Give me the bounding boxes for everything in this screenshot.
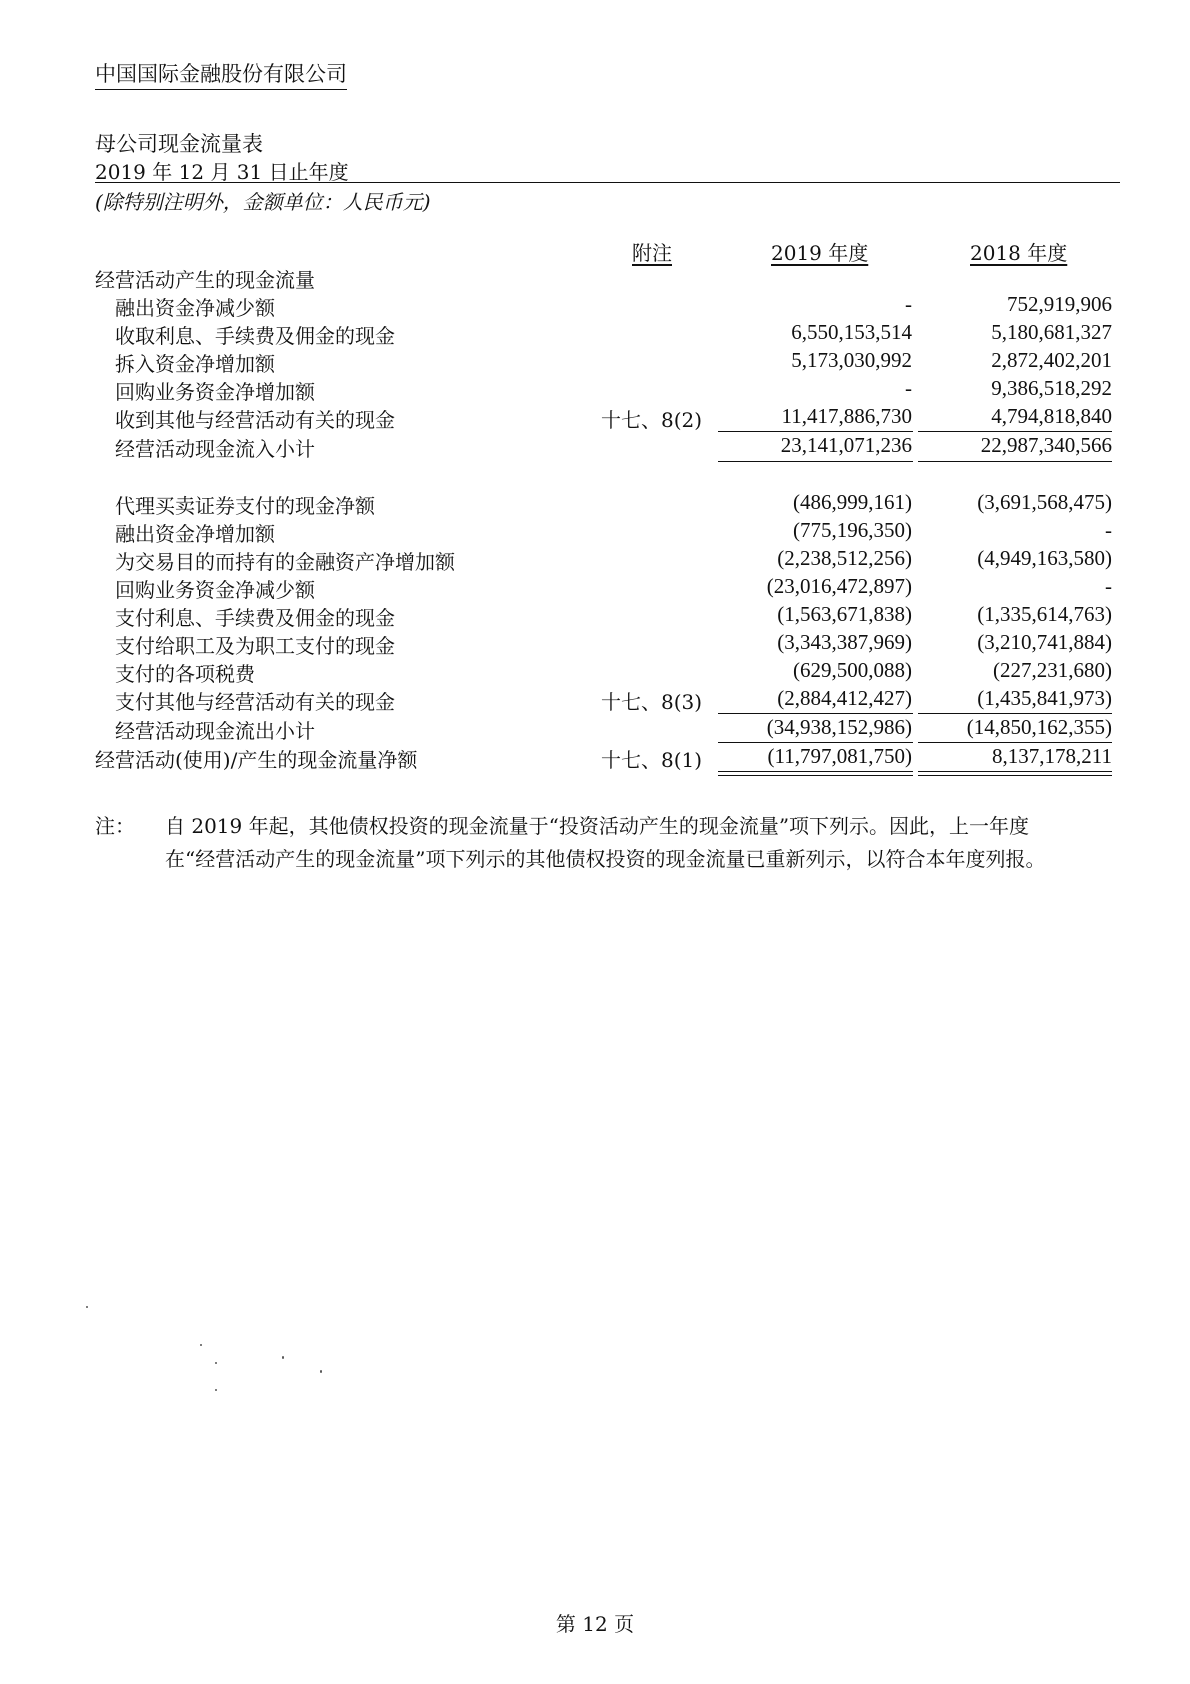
row-label: 收取利息、手续费及佣金的现金 [115, 324, 395, 348]
row-label: 支付其他与经营活动有关的现金 [115, 690, 395, 714]
table-row [0, 292, 1190, 320]
value-2019: 5,173,030,992 [791, 348, 912, 372]
row-label: 为交易目的而持有的金融资产净增加额 [115, 550, 455, 574]
value-2019: (11,797,081,750) [767, 744, 912, 768]
value-2018: 22,987,340,566 [980, 433, 1112, 457]
value-2018: - [1105, 518, 1112, 542]
table-row [0, 376, 1190, 404]
statement-title: 母公司现金流量表 [95, 132, 263, 156]
row-label: 代理买卖证券支付的现金净额 [115, 494, 375, 518]
net-top-rule-2019 [718, 742, 913, 743]
row-label: 融出资金净增加额 [115, 522, 275, 546]
subtotal-row [0, 715, 1190, 743]
value-2019: (629,500,088) [793, 658, 912, 682]
footnote-line-2: 在“经营活动产生的现金流量”项下列示的其他债权投资的现金流量已重新列示，以符合本年度列报。 [165, 847, 1046, 871]
row-label: 回购业务资金净增加额 [115, 380, 315, 404]
row-label: 收到其他与经营活动有关的现金 [115, 408, 395, 432]
company-name: 中国国际金融股份有限公司 [95, 58, 347, 90]
table-row [0, 574, 1190, 602]
value-2018: 5,180,681,327 [991, 320, 1112, 344]
subtotal-rule-2019 [718, 431, 913, 432]
row-label: 拆入资金净增加额 [115, 352, 275, 376]
subtotal-rule-2019 [718, 713, 913, 714]
net-total-row [0, 744, 1190, 772]
scan-speck [86, 1306, 88, 1308]
scan-speck [320, 1370, 322, 1373]
value-2018: 752,919,906 [1007, 292, 1112, 316]
value-2019: 23,141,071,236 [780, 433, 912, 457]
scan-speck [215, 1389, 217, 1391]
footnote-line-1: 自 2019 年起，其他债权投资的现金流量于“投资活动产生的现金流量”项下列示。因此，上一年度 [165, 814, 1030, 838]
table-row [0, 630, 1190, 658]
page-number: 第 12 页 [555, 1612, 635, 1636]
value-2018: (1,335,614,763) [977, 602, 1112, 626]
value-2019: - [905, 376, 912, 400]
subtotal-rule-2018 [918, 431, 1112, 432]
table-row [0, 658, 1190, 686]
row-label: 经营活动现金流出小计 [115, 719, 315, 743]
table-row [0, 602, 1190, 630]
row-label: 支付利息、手续费及佣金的现金 [115, 606, 395, 630]
value-2018: (1,435,841,973) [977, 686, 1112, 710]
row-note: 十七、8(1) [601, 748, 703, 772]
row-note: 十七、8(2) [601, 408, 703, 432]
value-2018: 4,794,818,840 [991, 404, 1112, 428]
period-divider [95, 182, 1120, 183]
value-2019: (1,563,671,838) [777, 602, 912, 626]
value-2019: - [905, 292, 912, 316]
value-2018: (14,850,162,355) [966, 715, 1112, 739]
section-title: 经营活动产生的现金流量 [95, 268, 315, 292]
subtotal-bottom-rule-2019 [718, 461, 913, 462]
row-label: 支付给职工及为职工支付的现金 [115, 634, 395, 658]
net-top-rule-2018 [918, 742, 1112, 743]
table-row [0, 490, 1190, 518]
value-2018: (3,210,741,884) [977, 630, 1112, 654]
net-double-rule-2019-b [718, 775, 913, 776]
value-2019: 6,550,153,514 [791, 320, 912, 344]
net-double-rule-2018-b [918, 775, 1112, 776]
subtotal-bottom-rule-2018 [918, 461, 1112, 462]
value-2019: (2,238,512,256) [777, 546, 912, 570]
value-2018: (4,949,163,580) [977, 546, 1112, 570]
value-2019: (23,016,472,897) [766, 574, 912, 598]
value-2019: (34,938,152,986) [766, 715, 912, 739]
table-row [0, 686, 1190, 714]
value-2019: (3,343,387,969) [777, 630, 912, 654]
value-2018: - [1105, 574, 1112, 598]
scan-speck [282, 1356, 284, 1359]
table-row [0, 320, 1190, 348]
footnote-label: 注： [95, 814, 135, 838]
table-row [0, 404, 1190, 432]
value-2018: 8,137,178,211 [992, 744, 1112, 768]
scan-speck [215, 1362, 217, 1364]
row-label: 支付的各项税费 [115, 662, 255, 686]
row-label: 回购业务资金净减少额 [115, 578, 315, 602]
value-2018: (227,231,680) [993, 658, 1112, 682]
value-2019: 11,417,886,730 [781, 404, 912, 428]
value-2018: 2,872,402,201 [991, 348, 1112, 372]
subtotal-rule-2018 [918, 713, 1112, 714]
row-label: 经营活动现金流入小计 [115, 437, 315, 461]
table-row [0, 518, 1190, 546]
net-double-rule-2019-a [718, 771, 913, 772]
row-label: 经营活动(使用)/产生的现金流量净额 [95, 748, 418, 772]
column-header-2019: 2019 年度 [771, 241, 869, 265]
column-header-note: 附注 [632, 241, 672, 265]
table-row [0, 348, 1190, 376]
scan-speck [200, 1344, 202, 1346]
value-2019: (486,999,161) [793, 490, 912, 514]
value-2019: (2,884,412,427) [777, 686, 912, 710]
section-title-row [0, 264, 1190, 292]
subtotal-row [0, 433, 1190, 461]
value-2018: 9,386,518,292 [991, 376, 1112, 400]
unit-note: (除特别注明外，金额单位：人民币元) [95, 190, 431, 214]
value-2018: (3,691,568,475) [977, 490, 1112, 514]
row-label: 融出资金净减少额 [115, 296, 275, 320]
statement-period: 2019 年 12 月 31 日止年度 [95, 160, 349, 184]
table-row [0, 546, 1190, 574]
net-double-rule-2018-a [918, 771, 1112, 772]
column-header-2018: 2018 年度 [970, 241, 1068, 265]
row-note: 十七、8(3) [601, 690, 703, 714]
value-2019: (775,196,350) [793, 518, 912, 542]
